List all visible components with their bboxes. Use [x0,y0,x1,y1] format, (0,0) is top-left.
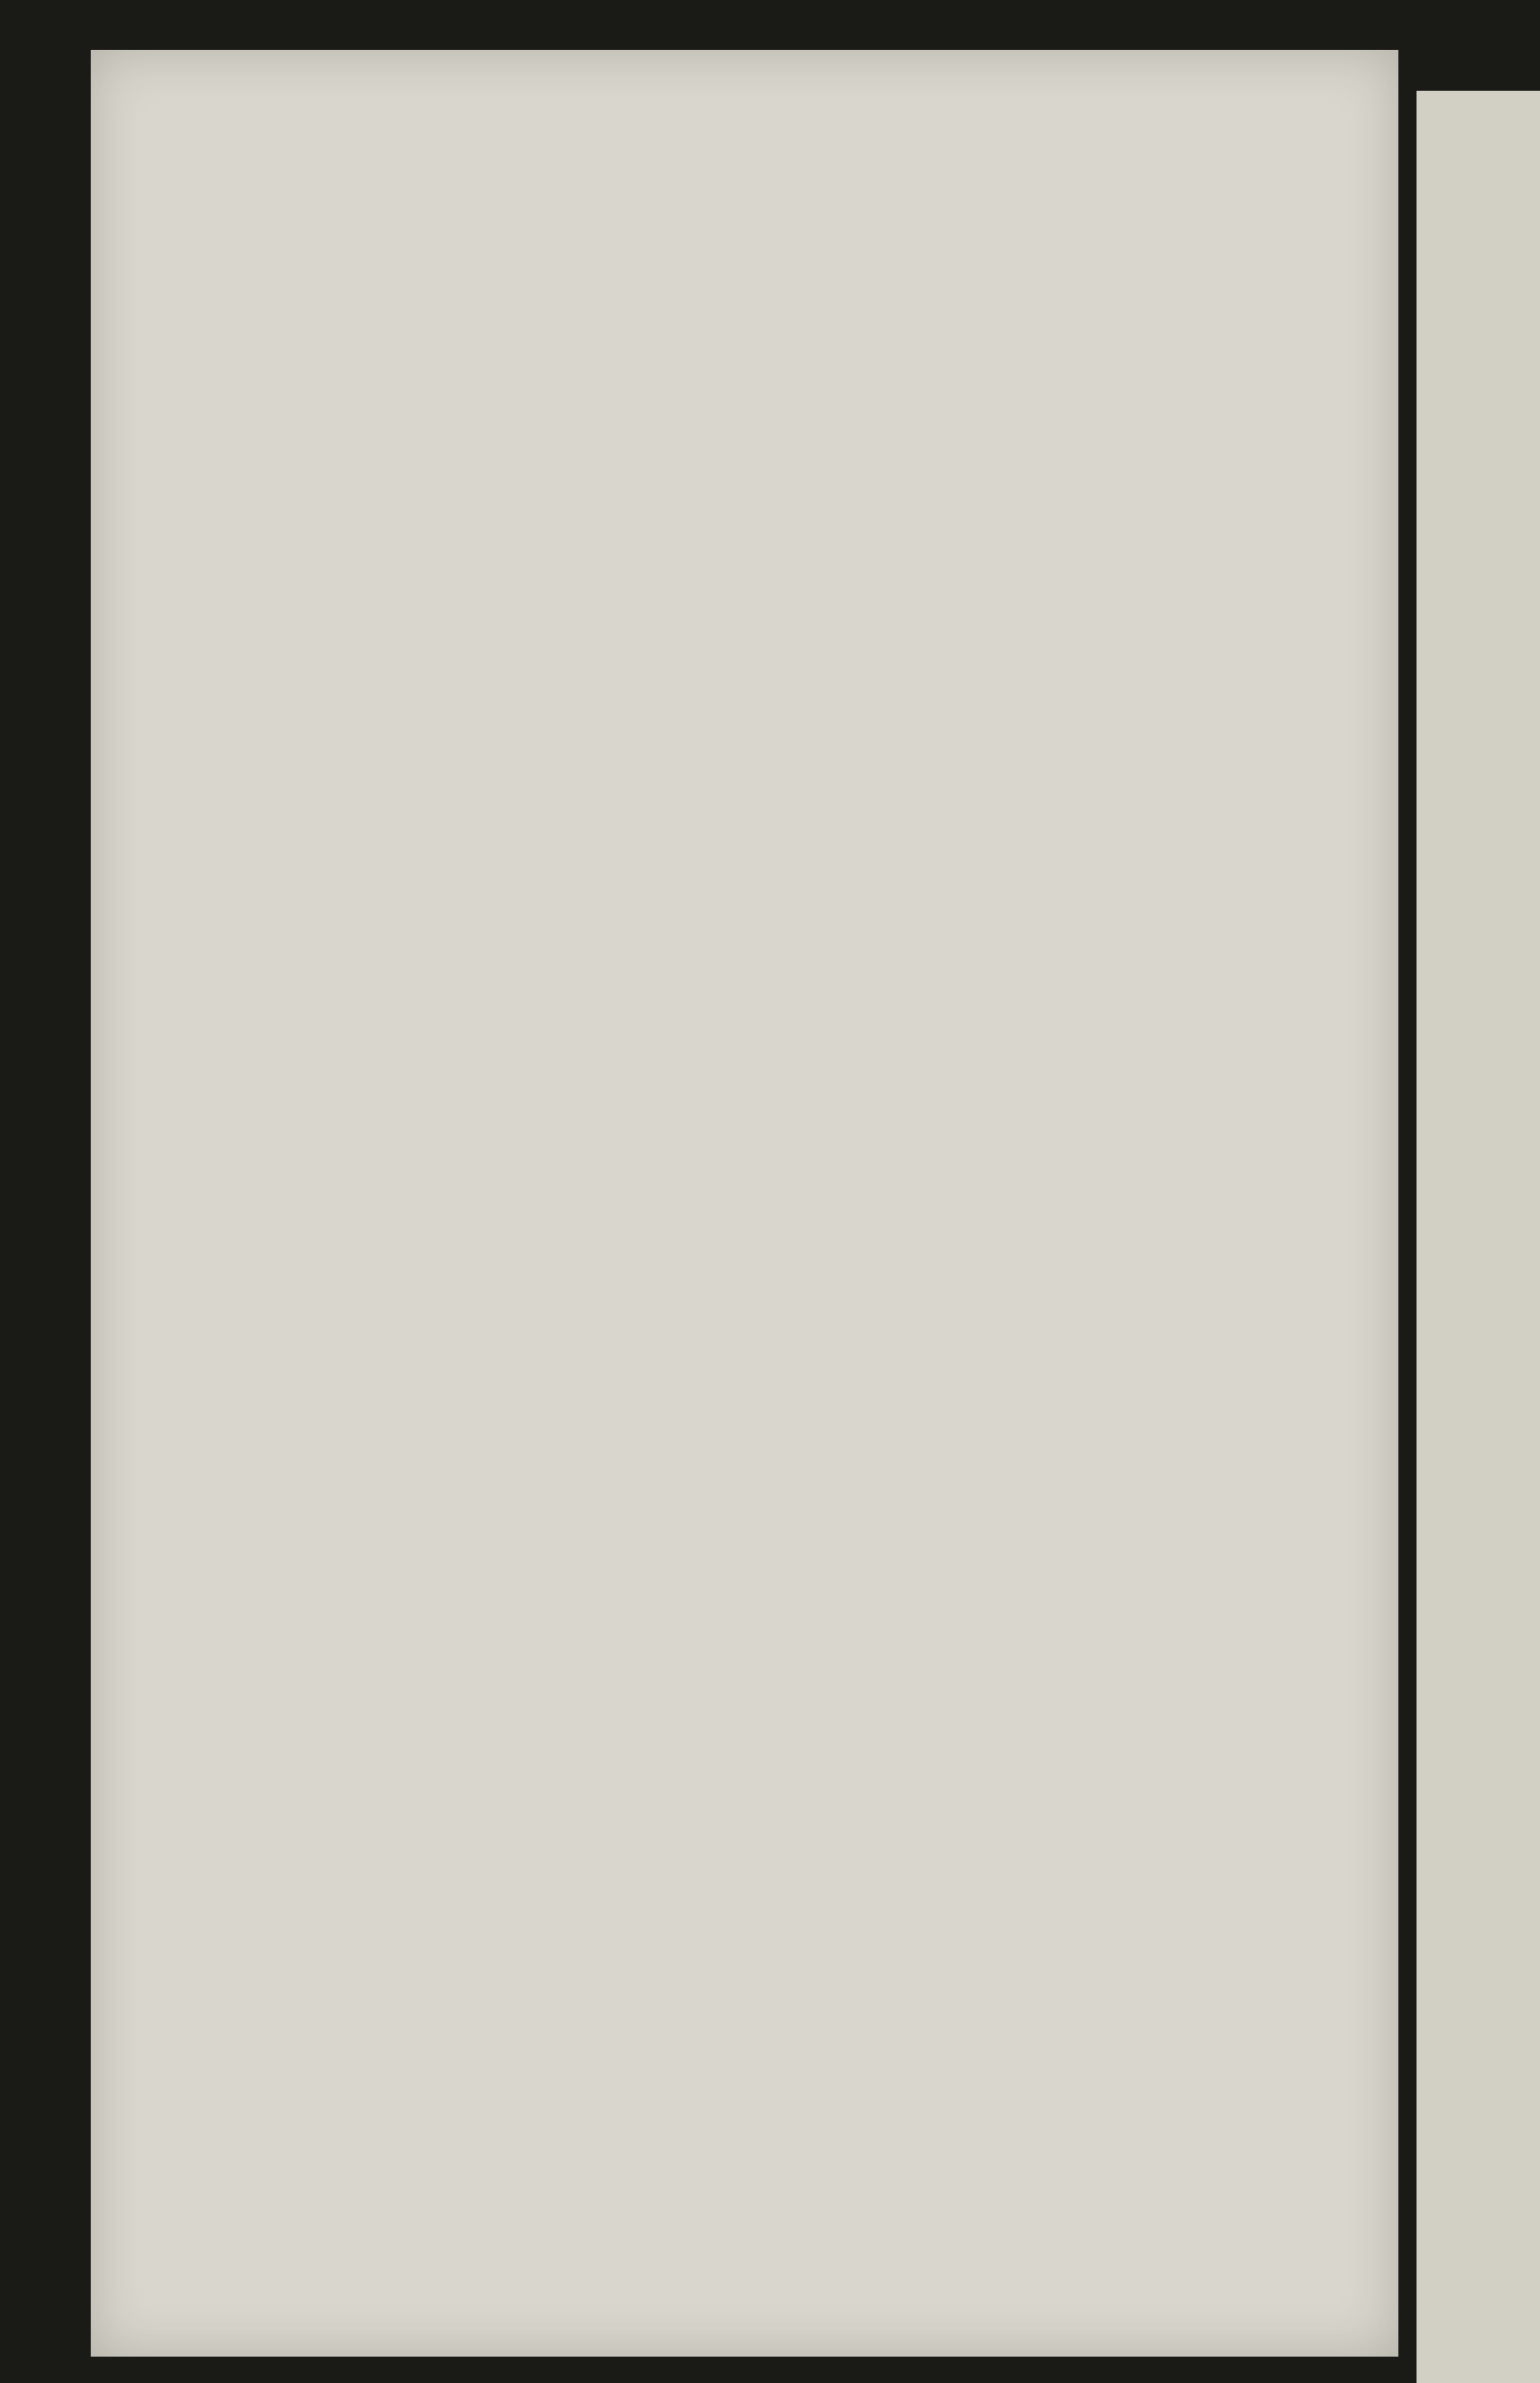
sidebar-advertisement [107,400,171,1744]
adjacent-page-edge [1417,91,1540,2383]
month-line [283,121,1400,175]
almanac-page [91,50,1398,2357]
